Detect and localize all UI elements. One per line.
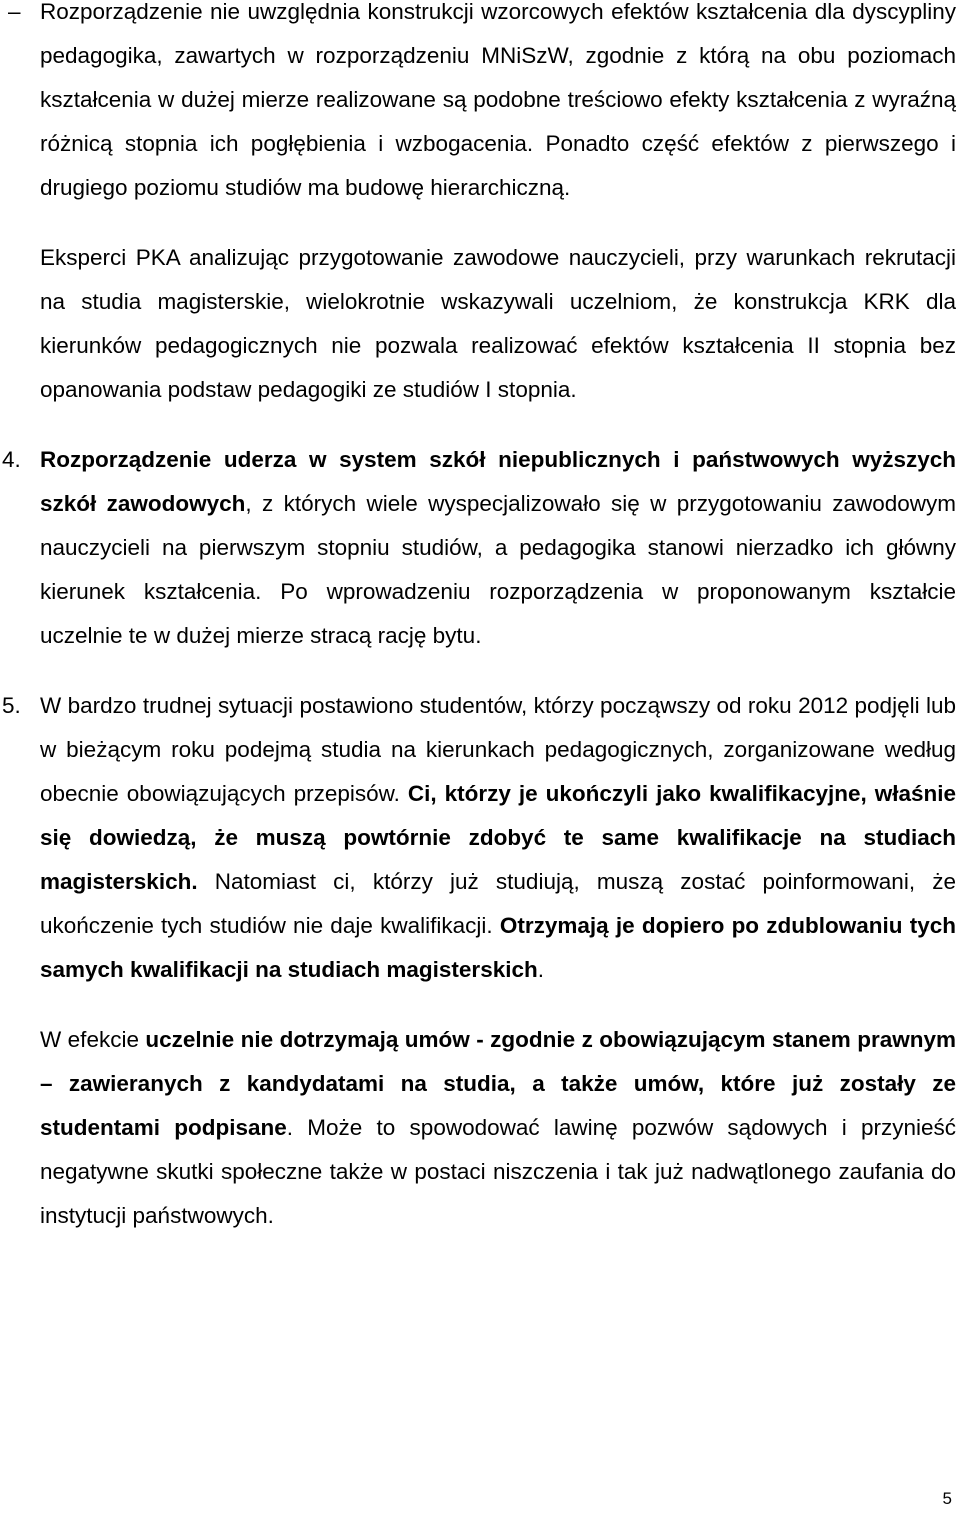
bold-text: uczelnie nie dotrzymają umów - zgodnie z obowiązującym stanem prawnym – zawieranych z kandydatami na studia, a także umów, które już zostały ze studentami podpisane	[40, 1027, 956, 1140]
item-number: 4.	[2, 447, 21, 472]
numbered-item-5	[2, 684, 956, 992]
paragraph-dash-item	[8, 0, 956, 210]
paragraph-text: .	[537, 957, 544, 982]
item-number: 5.	[2, 693, 21, 718]
bold-text: Ci, którzy je ukończyli jako kwalifikacyjne, właśnie się dowiedzą, że muszą powtórnie zdobyć te same kwalifikacje na studiach magisterskich.	[40, 781, 956, 894]
paragraph-text: , z których wiele wyspecjalizowało się w przygotowaniu zawodowym nauczycieli na pierwszym stopniu studiów, a pedagogika stanowi nierzadko ich główny kierunek kształcenia. Po wprowadzeniu rozporządzenia w proponowanym kształcie uczelnie te w dużej mierze stracą rację bytu.	[40, 491, 956, 648]
paragraph-text: Eksperci PKA analizując przygotowanie zawodowe nauczycieli, przy warunkach rekrutacji na studia magisterskie, wielokrotnie wskazywali uczelniom, że konstrukcja KRK dla kierunków pedagogicznych nie pozwala realizować efektów kształcenia II stopnia bez opanowania podstaw pedagogiki ze studiów I stopnia.	[40, 245, 956, 402]
paragraph-text: W efekcie	[40, 1027, 146, 1052]
paragraph-text: Natomiast ci, którzy już studiują, muszą zostać poinformowani, że ukończenie tych studiów nie daje kwalifikacji.	[40, 869, 956, 938]
paragraph-experts	[40, 236, 956, 412]
paragraph-conclusion	[40, 1018, 956, 1238]
paragraph-text: . Może to spowodować lawinę pozwów sądowych i przynieść negatywne skutki społeczne także w postaci niszczenia i tak już nadwątlonego zaufania do instytucji państwowych.	[40, 1115, 957, 1228]
dash-marker: –	[8, 0, 21, 24]
page-number: 5	[942, 1489, 952, 1508]
document-body	[2, 0, 957, 1238]
bold-text: Otrzymają je dopiero po zdublowaniu tych samych kwalifikacji na studiach magisterskich	[40, 913, 956, 982]
paragraph-text: Rozporządzenie nie uwzględnia konstrukcji wzorcowych efektów kształcenia dla dyscypliny pedagogika, zawartych w rozporządzeniu MNiSzW, zgodnie z którą na obu poziomach kształcenia w dużej mierze realizowane są podobne treściowo efekty kształcenia z wyraźną różnicą stopnia ich pogłębienia i wzbogacenia. Ponadto część efektów z pierwszego i drugiego poziomu studiów ma budowę hierarchiczną.	[40, 0, 956, 200]
numbered-item-4	[2, 438, 956, 658]
paragraph-text: W bardzo trudnej sytuacji postawiono studentów, którzy począwszy od roku 2012 podjęli lub w bieżącym roku podejmą studia na kierunkach pedagogicznych, zorganizowane według obecnie obowiązujących przepisów.	[40, 693, 956, 806]
bold-text: Rozporządzenie uderza w system szkół niepublicznych i państwowych wyższych szkół zawodowych	[40, 447, 956, 516]
